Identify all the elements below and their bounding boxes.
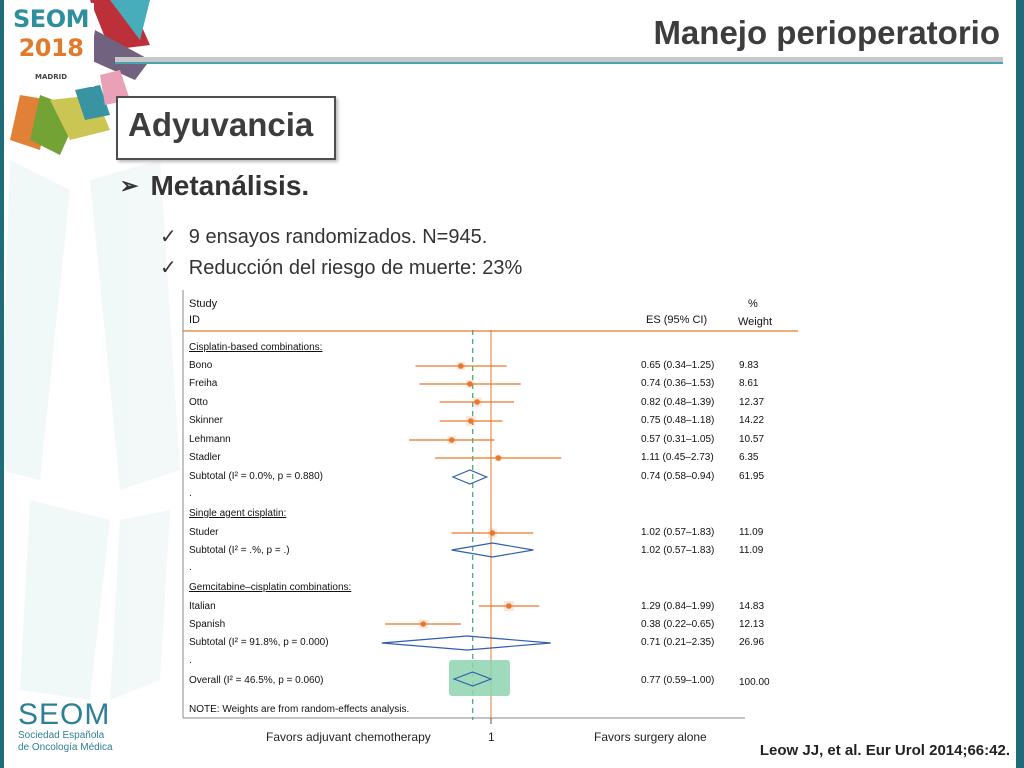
subtotal-diamond (453, 470, 487, 484)
subtotal-diamond (452, 543, 534, 557)
study-es: 1.02 (0.57–1.83) (641, 527, 715, 538)
seom-footer-logo (18, 700, 113, 754)
x-label-center: 1 (488, 730, 495, 744)
study-weight-box (504, 601, 514, 611)
study-weight-box (495, 455, 502, 462)
subtotal-label: Subtotal (I² = .%, p = .) (189, 545, 290, 556)
study-weight-box (473, 397, 482, 406)
group-title: Cisplatin-based combinations: (189, 342, 323, 353)
study-weight: 11.09 (739, 527, 764, 538)
study-weight: 14.83 (739, 601, 765, 612)
arrow-bullet-icon: ➢ (120, 173, 139, 198)
weights-note: NOTE: Weights are from random-effects analysis. (189, 704, 410, 715)
checkmark-icon: ✓ (160, 226, 177, 248)
logo-year: 2018 (18, 34, 84, 62)
footer-logo-line1: Sociedad Española (18, 730, 105, 741)
study-weight-box (488, 529, 497, 538)
section-title: Adyuvancia (128, 106, 314, 143)
logo-city: MADRID (35, 73, 67, 81)
study-id: Spanish (189, 619, 226, 630)
footer-logo-name: SEOM (18, 698, 111, 731)
subtotal-es: 0.74 (0.58–0.94) (641, 471, 715, 482)
study-weight-box (447, 436, 455, 444)
subtotal-diamond (382, 636, 551, 650)
study-weight-box (466, 416, 476, 426)
study-id: Lehmann (189, 434, 231, 445)
col-header-weight: Weight (738, 316, 773, 328)
checkmark-icon: ✓ (160, 257, 177, 279)
study-es: 0.75 (0.48–1.18) (641, 415, 715, 426)
col-header-id: ID (189, 314, 200, 326)
study-es: 0.74 (0.36–1.53) (641, 378, 715, 389)
col-header-es: ES (95% CI) (646, 314, 708, 326)
subtotal-weight: 26.96 (739, 637, 765, 648)
study-weight: 12.37 (739, 397, 765, 408)
citation: Leow JJ, et al. Eur Urol 2014;66:42. (759, 742, 1010, 759)
subtotal-es: 0.71 (0.21–2.35) (641, 637, 715, 648)
study-id: Stadler (189, 452, 221, 463)
study-id: Freiha (189, 378, 218, 389)
overall-label: Overall (I² = 46.5%, p = 0.060) (189, 675, 324, 686)
spacer-dot: . (189, 488, 192, 499)
study-es: 1.29 (0.84–1.99) (641, 601, 715, 612)
study-es: 0.82 (0.48–1.39) (641, 397, 715, 408)
study-es: 0.57 (0.31–1.05) (641, 434, 715, 445)
study-id: Studer (189, 527, 219, 538)
group-title: Gemcitabine–cisplatin combinations: (189, 582, 352, 593)
page-title: Manejo perioperatorio (653, 14, 1000, 51)
subtotal-weight: 61.95 (739, 471, 765, 482)
study-weight: 8.61 (739, 378, 759, 389)
subtotal-label: Subtotal (I² = 0.0%, p = 0.880) (189, 471, 323, 482)
study-weight-box (419, 619, 428, 628)
study-weight: 10.57 (739, 434, 765, 445)
study-es: 0.65 (0.34–1.25) (641, 360, 715, 371)
study-es: 1.11 (0.45–2.73) (641, 452, 714, 463)
study-weight: 14.22 (739, 415, 765, 426)
spacer-dot: . (189, 655, 192, 666)
col-header-pct: % (748, 298, 758, 310)
study-weight: 6.35 (739, 452, 759, 463)
study-id: Skinner (189, 415, 223, 426)
study-id: Bono (189, 360, 213, 371)
footer-logo-line2: de Oncología Médica (18, 742, 113, 753)
logo-name: SEOM (13, 5, 89, 33)
check-item-text: 9 ensayos randomizados. N=945. (188, 226, 488, 248)
subtotal-label: Subtotal (I² = 91.8%, p = 0.000) (189, 637, 329, 648)
check-item-text: Reducción del riesgo de muerte: 23% (188, 257, 523, 279)
study-id: Otto (189, 397, 208, 408)
study-id: Italian (189, 601, 216, 612)
spacer-dot: . (189, 562, 192, 573)
overall-weight: 100.00 (739, 677, 770, 688)
study-weight: 12.13 (739, 619, 765, 630)
study-weight-box (457, 362, 465, 370)
overall-es: 0.77 (0.59–1.00) (641, 675, 715, 686)
col-header-study: Study (189, 298, 218, 310)
subtotal-es: 1.02 (0.57–1.83) (641, 545, 715, 556)
study-weight-box (466, 380, 474, 388)
x-label-left: Favors adjuvant chemotherapy (266, 730, 431, 744)
study-es: 0.38 (0.22–0.65) (641, 619, 715, 630)
subtotal-weight: 11.09 (739, 545, 764, 556)
x-label-right: Favors surgery alone (594, 730, 707, 744)
group-title: Single agent cisplatin: (189, 508, 287, 519)
main-bullet-text: Metanálisis. (150, 170, 310, 201)
study-weight: 9.83 (739, 360, 759, 371)
